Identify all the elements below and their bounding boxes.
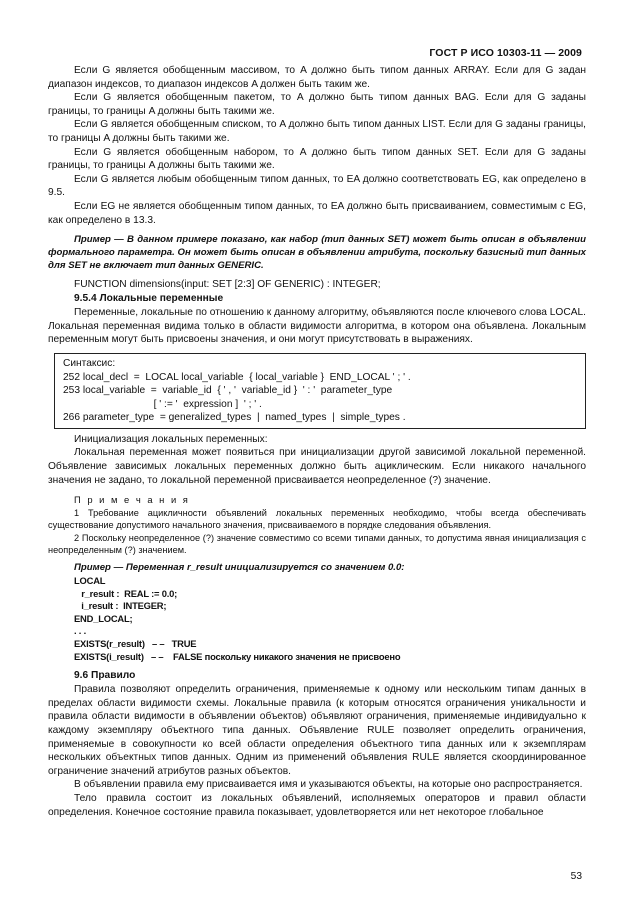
code-line: LOCAL [74,575,106,587]
page-content [48,64,586,819]
section-heading-rule: 9.6 Правило [74,670,136,682]
paragraph-any-generic: Если G является любым обобщенным типом данных, то EA должно соответствовать EG, как определено в 9.5. [48,173,586,199]
syntax-title: Синтаксис: [63,357,116,369]
paragraph-rule-2: В объявлении правила ему присваивается имя и указываются объекты, на которые оно распространяется. [74,779,583,791]
paragraph-rule-1: Правила позволяют определить ограничения, применяемые к одному или нескольким типам данных в пределах области видимости схемы. Локальные правила (к которым относятся ограничения уникальности и правила области видимости в объявлении объектов) объявляют ограничения, применяемые индивидуально к каждому экземпляру объектного типа данных. Объявление RULE позволяет определить ограничения, применяемые в совокупности ко всей области определения объектного типа данных или к экземплярам нескольких объектных типов данных. Одним из применений объявления RULE является скоординированное ограничение значений атрибутов разных объектов. [48,684,586,777]
paragraph-bag: Если G является обобщенным пакетом, то A должно быть типом данных BAG. Если для G заданы границы, то границы A должны быть такими же. [48,92,586,117]
note-2: 2 Поскольку неопределенное (?) значение совместимо со всеми типами данных, то допустима явная инициализация с неопределенным (?) значением. [48,532,586,556]
page-number: 53 [570,871,582,882]
paragraph-array: Если G является обобщенным массивом, то A должно быть типом данных ARRAY. Если для G задан диапазон индексов, то диапазон индексов A должен быть таким же. [48,65,586,90]
code-line: i_result : INTEGER; [74,600,167,612]
code-line: r_result : REAL := 0.0; [74,587,178,599]
section-heading-local-variables: 9.5.4 Локальные переменные [74,293,224,305]
code-line: EXISTS(i_result) – – FALSE поскольку никакого значения не присвоено [74,650,401,662]
example-label: Пример — Переменная r_result инициализируется со значением 0.0: [74,562,405,574]
code-line: END_LOCAL; [74,612,133,624]
syntax-line: 253 local_variable = variable_id { ' , ' variable_id } ' : ' parameter_type [63,385,393,397]
paragraph-set: Если G является обобщенным набором, то A должно быть типом данных SET. Если для G заданы границы, то границы A должны быть такими же. [48,146,586,172]
code-line: . . . [74,625,87,637]
syntax-line: [ ' := ' expression ] ' ; ' . [63,398,262,410]
syntax-box [54,353,586,429]
note-1: 1 Требование ацикличности объявлений локальных переменных необходимо, чтобы всегда обеспечивать существование допустимого начального значения, присваиваемого в порядке следования объявления. [48,507,586,531]
code-line: EXISTS(r_result) – – TRUE [74,638,197,650]
paragraph-list: Если G является обобщенным списком, то A должно быть типом данных LIST. Если для G заданы границы, то границы A должны быть такими же. [48,119,586,144]
example-set-parameter: Пример — В данном примере показано, как набор (тип данных SET) может быть описан в объявлении формального параметра. Он может быть описан в объявлении атрибута, поскольку базисный тип данных для SET не включает тип данных GENERIC. [48,234,586,272]
code-function-dimensions: FUNCTION dimensions(input: SET [2:3] OF GENERIC) : INTEGER; [74,279,381,291]
syntax-line: 266 parameter_type = generalized_types | named_types | simple_types . [63,412,406,424]
paragraph-rule-3: Тело правила состоит из локальных объявлений, исполняемых операторов и правил области определения. Конечное состояние правила показывает, удовлетворяется или нет некоторое глобальное [48,792,586,818]
notes-title: П р и м е ч а н и я [74,494,190,506]
init-title: Инициализация локальных переменных: [74,433,268,445]
example-local-init [48,562,586,575]
standard-header: ГОСТ Р ИСО 10303-11 — 2009 [429,47,582,59]
syntax-line: 252 local_decl = LOCAL local_variable { local_variable } END_LOCAL ' ; ' . [63,371,411,383]
paragraph-local-variables: Переменные, локальные по отношению к данному алгоритму, объявляются после ключевого слова LOCAL. Локальная переменная видима только в области видимости алгоритма, в котором она объявлена. Локальным переменным могут быть присвоены значения, и они могут присутствовать в выражениях. [48,307,586,346]
paragraph-init: Локальная переменная может появиться при инициализации другой зависимой локальной переменной. Объявление зависимых локальных переменных должно быть ациклическим. Если никакого начального значения не задано, то локальной переменной присваивается неопределенное (?) значение. [48,447,586,486]
paragraph-not-generic: Если EG не является обобщенным типом данных, то EA должно быть присваиванием, совместимым с EG, как определено в 13.3. [48,200,586,226]
